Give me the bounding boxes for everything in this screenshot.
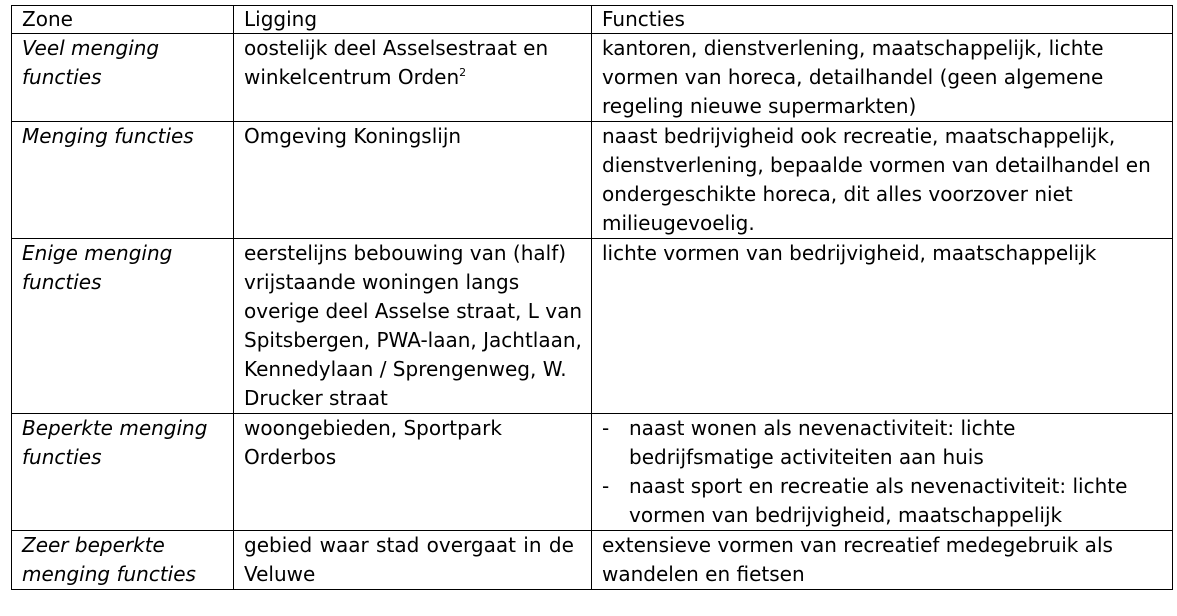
ligging-cell xyxy=(234,34,592,122)
list-item-text: naast wonen als nevenactiviteit: lichte bedrijfsmatige activiteiten aan huis xyxy=(629,416,1016,469)
functies-cell xyxy=(592,414,1173,531)
list-item-text: naast sport en recreatie als nevenactiviteit: lichte vormen van bedrijvigheid, maatschappelijk xyxy=(629,474,1128,527)
ligging-cell: eerstelijns bebouwing van (half) vrijstaande woningen langs overige deel Asselse straat, L van Spitsbergen, PWA-laan, Jachtlaan, Kennedylaan / Sprengenweg, W. Drucker straat xyxy=(234,239,592,414)
table-header-row xyxy=(12,6,1173,34)
ligging-cell: gebied waar stad overgaat in de Veluwe xyxy=(234,531,592,590)
bullet-dash: - xyxy=(602,474,610,498)
functies-cell: lichte vormen van bedrijvigheid, maatschappelijk xyxy=(592,239,1173,414)
header-ligging: Ligging xyxy=(234,6,592,34)
zone-cell: Zeer beperkte menging functies xyxy=(12,531,234,590)
table-row xyxy=(12,239,1173,414)
ligging-cell: woongebieden, Sportpark Orderbos xyxy=(234,414,592,531)
header-functies: Functies xyxy=(592,6,1173,34)
table-row xyxy=(12,414,1173,531)
list-item xyxy=(602,414,1164,472)
functies-cell: kantoren, dienstverlening, maatschappelijk, lichte vormen van horeca, detailhandel (geen algemene regeling nieuwe supermarkten) xyxy=(592,34,1173,122)
list-item xyxy=(602,472,1164,530)
footnote-marker: 2 xyxy=(459,66,467,79)
functies-list xyxy=(602,414,1164,530)
table-row xyxy=(12,34,1173,122)
ligging-text: oostelijk deel Asselsestraat en winkelcentrum Orden xyxy=(244,36,549,89)
header-zone: Zone xyxy=(12,6,234,34)
ligging-cell: Omgeving Koningslijn xyxy=(234,122,592,239)
zone-cell: Enige menging functies xyxy=(12,239,234,414)
zone-cell: Beperkte menging functies xyxy=(12,414,234,531)
zone-cell: Menging functies xyxy=(12,122,234,239)
functies-cell: extensieve vormen van recreatief medegebruik als wandelen en fietsen xyxy=(592,531,1173,590)
zoning-table xyxy=(11,5,1173,590)
bullet-dash: - xyxy=(602,416,610,440)
functies-cell: naast bedrijvigheid ook recreatie, maatschappelijk, dienstverlening, bepaalde vormen van detailhandel en ondergeschikte horeca, dit alles voorzover niet milieugevoelig. xyxy=(592,122,1173,239)
zone-cell: Veel menging functies xyxy=(12,34,234,122)
table-row xyxy=(12,122,1173,239)
table-row xyxy=(12,531,1173,590)
